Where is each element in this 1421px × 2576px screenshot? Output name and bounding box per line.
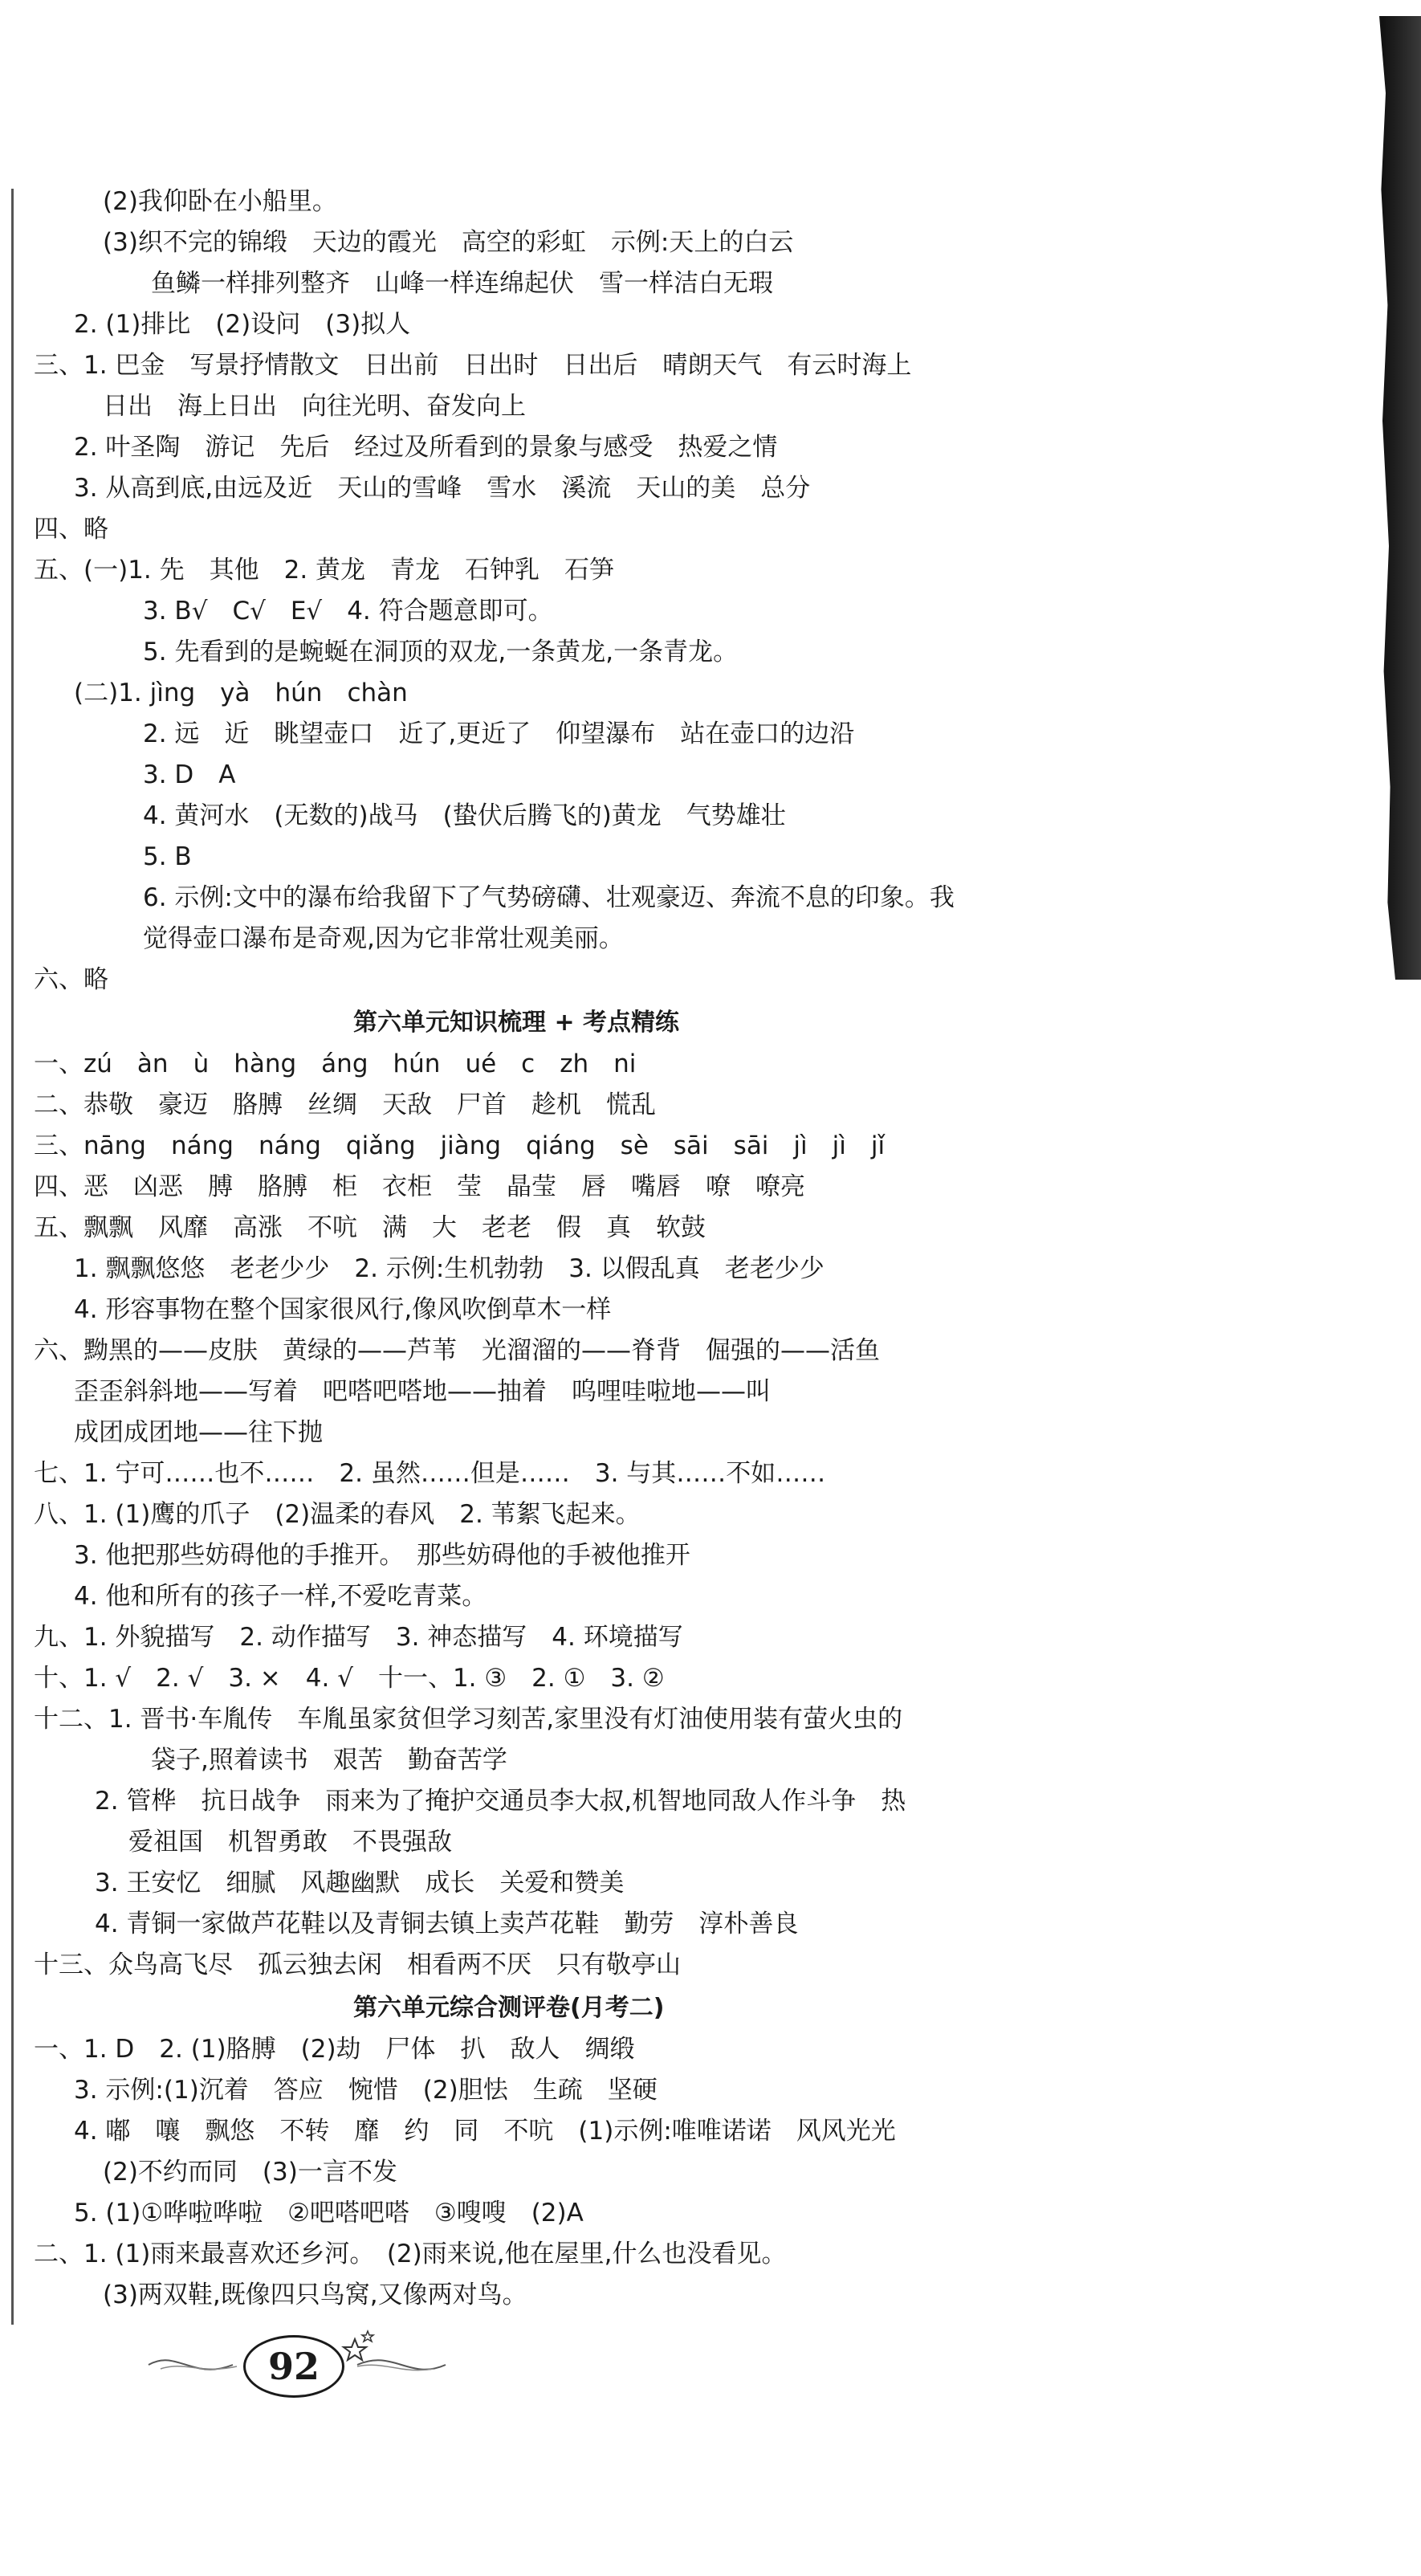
text-line: 4. 形容事物在整个国家很风行,像风吹倒草木一样 — [74, 1295, 612, 1324]
text-line: 九、1. 外貌描写 2. 动作描写 3. 神态描写 4. 环境描写 — [34, 1623, 683, 1652]
text-line: 1. 飘飘悠悠 老老少少 2. 示例:生机勃勃 3. 以假乱真 老老少少 — [74, 1254, 825, 1283]
text-line: 三、1. 巴金 写景抒情散文 日出前 日出时 日出后 晴朗天气 有云时海上 — [34, 351, 912, 380]
page-number: 92 — [243, 2335, 344, 2398]
section-heading: 第六单元知识梳理 + 考点精练 — [353, 1009, 680, 1037]
text-line: 5. 先看到的是蜿蜒在洞顶的双龙,一条黄龙,一条青龙。 — [143, 638, 739, 666]
text-line: 四、恶 凶恶 膊 胳膊 柜 衣柜 莹 晶莹 唇 嘴唇 嘹 嘹亮 — [34, 1172, 805, 1201]
text-line: 2. 叶圣陶 游记 先后 经过及所看到的景象与感受 热爱之情 — [74, 433, 778, 462]
text-line: 八、1. (1)鹰的爪子 (2)温柔的春风 2. 苇絮飞起来。 — [34, 1500, 641, 1529]
text-line: (二)1. jìng yà hún chàn — [74, 679, 408, 707]
text-line: 四、略 — [34, 515, 108, 544]
text-line: 三、nāng náng náng qiǎng jiàng qiáng sè sāi sāi jì jì jǐ — [34, 1131, 886, 1160]
text-line: 2. 管桦 抗日战争 雨来为了掩护交通员李大叔,机智地同敌人作斗争 热 — [95, 1787, 906, 1816]
text-line: 4. 黄河水 (无数的)战马 (蛰伏后腾飞的)黄龙 气势雄壮 — [143, 801, 786, 830]
text-line: 成团成团地——往下抛 — [74, 1418, 323, 1447]
text-line: 六、略 — [34, 965, 108, 994]
text-line: 六、黝黑的——皮肤 黄绿的——芦苇 光溜溜的——脊背 倔强的——活鱼 — [34, 1336, 880, 1365]
text-line: 3. D A — [143, 760, 236, 789]
section-heading: 第六单元综合测评卷(月考二) — [353, 1994, 665, 2022]
text-line: 4. 嘟 嚷 飘悠 不转 靡 约 同 不吭 (1)示例:唯唯诺诺 风风光光 — [74, 2117, 896, 2146]
text-line: 袋子,照着读书 艰苦 勤奋苦学 — [151, 1746, 507, 1775]
text-line: 五、(一)1. 先 其他 2. 黄龙 青龙 石钟乳 石笋 — [34, 556, 615, 585]
text-line: 6. 示例:文中的瀑布给我留下了气势磅礴、壮观豪迈、奔流不息的印象。我 — [143, 883, 955, 912]
text-line: 五、飘飘 风靡 高涨 不吭 满 大 老老 假 真 软鼓 — [34, 1213, 706, 1242]
text-line: 觉得壶口瀑布是奇观,因为它非常壮观美丽。 — [143, 924, 624, 953]
text-line: 二、恭敬 豪迈 胳膊 丝绸 天敌 尸首 趁机 慌乱 — [34, 1090, 656, 1119]
text-line: 一、zú àn ù hàng áng hún ué c zh ni — [34, 1050, 637, 1078]
text-line: 歪歪斜斜地——写着 吧嗒吧嗒地——抽着 呜哩哇啦地——叫 — [74, 1377, 771, 1406]
text-line: 4. 他和所有的孩子一样,不爱吃青菜。 — [74, 1582, 487, 1611]
text-line: 5. B — [143, 842, 192, 871]
text-line: 一、1. D 2. (1)胳膊 (2)劫 尸体 扒 敌人 绸缎 — [34, 2035, 635, 2064]
text-line: 十二、1. 晋书·车胤传 车胤虽家贫但学习刻苦,家里没有灯油使用装有萤火虫的 — [34, 1705, 903, 1734]
text-line: 5. (1)①哗啦哗啦 ②吧嗒吧嗒 ③嗖嗖 (2)A — [74, 2199, 584, 2228]
text-line: 3. 从高到底,由远及近 天山的雪峰 雪水 溪流 天山的美 总分 — [74, 474, 811, 503]
text-line: 鱼鳞一样排列整齐 山峰一样连绵起伏 雪一样洁白无瑕 — [151, 269, 773, 298]
text-line: 2. (1)排比 (2)设问 (3)拟人 — [74, 310, 411, 339]
text-line: 4. 青铜一家做芦花鞋以及青铜去镇上卖芦花鞋 勤劳 淳朴善良 — [95, 1910, 799, 1938]
text-line: 十三、众鸟高飞尽 孤云独去闲 相看两不厌 只有敬亭山 — [34, 1950, 681, 1979]
text-line: 3. 示例:(1)沉着 答应 惋惜 (2)胆怯 生疏 坚硬 — [74, 2076, 658, 2105]
text-line: (3)织不完的锦缎 天边的霞光 高空的彩虹 示例:天上的白云 — [103, 228, 794, 257]
text-line: (2)不约而同 (3)一言不发 — [103, 2158, 397, 2187]
text-line: 3. 王安忆 细腻 风趣幽默 成长 关爱和赞美 — [95, 1869, 625, 1897]
text-line: (2)我仰卧在小船里。 — [103, 187, 337, 216]
text-line: 七、1. 宁可……也不…… 2. 虽然……但是…… 3. 与其……不如…… — [34, 1459, 826, 1488]
text-line: 3. 他把那些妨碍他的手推开。 那些妨碍他的手被他推开 — [74, 1541, 690, 1570]
text-line: 爱祖国 机智勇敢 不畏强敌 — [128, 1828, 452, 1857]
text-line: 二、1. (1)雨来最喜欢还乡河。 (2)雨来说,他在屋里,什么也没看见。 — [34, 2240, 787, 2268]
margin-rule — [11, 189, 14, 2325]
text-line: 十、1. √ 2. √ 3. × 4. √ 十一、1. ③ 2. ① 3. ② — [34, 1664, 665, 1693]
text-line: 2. 远 近 眺望壶口 近了,更近了 仰望瀑布 站在壶口的边沿 — [143, 719, 855, 748]
scanned-page-edge — [1357, 16, 1421, 980]
text-line: 日出 海上日出 向往光明、奋发向上 — [103, 392, 526, 421]
text-line: 3. B√ C√ E√ 4. 符合题意即可。 — [143, 597, 553, 626]
text-line: (3)两双鞋,既像四只鸟窝,又像两对鸟。 — [103, 2280, 527, 2309]
